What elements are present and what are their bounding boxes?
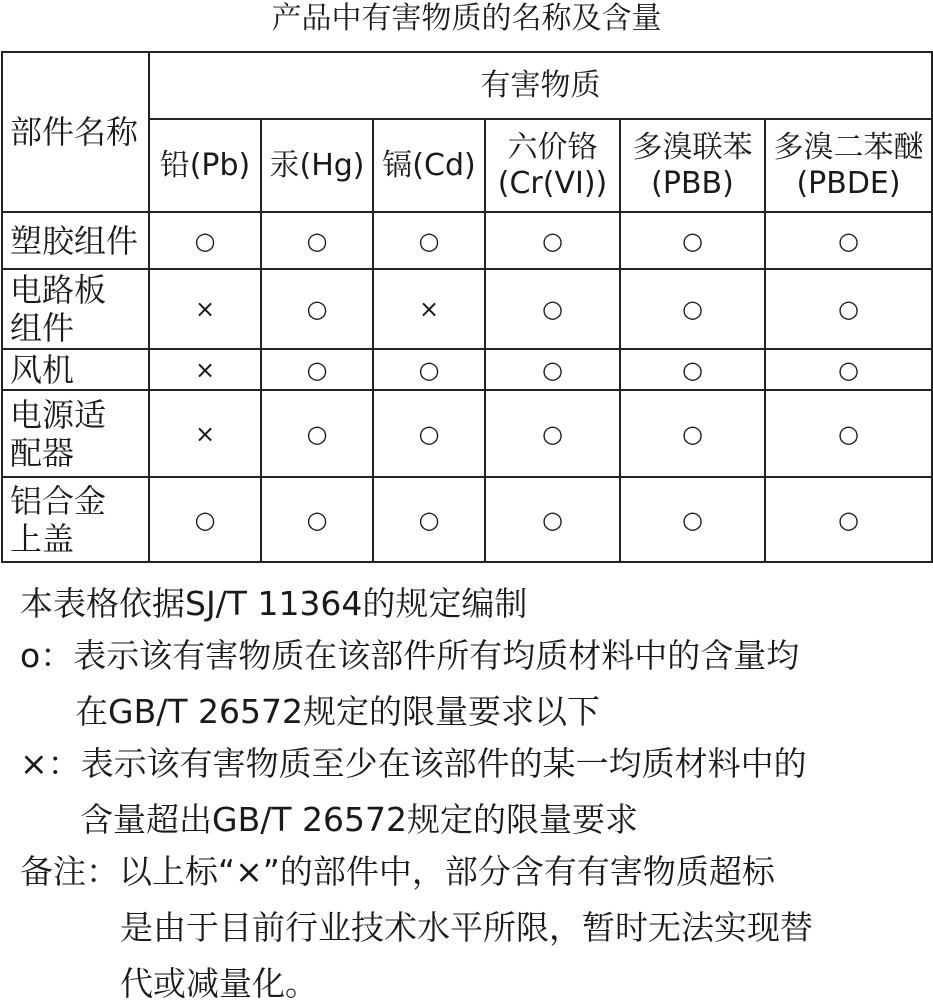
part-name-cell [2,477,149,562]
cross-legend-line-2: 含量超出GB/T 26572规定的限量要求 [80,800,638,839]
substance-formula: (PBDE) [796,165,901,201]
mark-cell: ○ [261,269,373,349]
mark-cell: ○ [620,477,765,562]
hazardous-substance-table [1,51,933,563]
substance-formula: (PBB) [651,165,734,201]
substance-name: 镉(Cd) [382,147,476,183]
mark-cell: ○ [620,349,765,390]
substance-header-cd [373,119,485,212]
mark-cell: ○ [620,390,765,477]
substance-formula: (Cr(VI)) [497,165,608,201]
substance-header-hg [261,119,373,212]
mark-cell: ○ [765,212,932,269]
part-name-text: 风机 [10,350,75,389]
part-name-header: 部件名称 [2,52,149,212]
part-name-text: 塑胶组件 [10,221,139,260]
mark-cell: × [149,269,261,349]
mark-cell: ○ [620,269,765,349]
hazardous-substance-header: 有害物质 [149,52,932,119]
substance-name: 汞(Hg) [269,147,365,183]
mark-cell: ○ [261,390,373,477]
part-name-cell [2,390,149,477]
mark-cell: ○ [485,390,620,477]
part-name-text: 电路板 [10,271,107,309]
mark-cell: ○ [261,212,373,269]
remark-line-3: 代或减量化。 [120,964,318,1003]
mark-cell: ○ [149,477,261,562]
part-name-text: 配器 [10,433,75,472]
substance-name: 铅(Pb) [159,147,251,183]
mark-cell: × [149,349,261,390]
mark-cell: × [373,269,485,349]
mark-cell: × [149,390,261,477]
remark-line-2: 是由于目前行业技术水平所限，暂时无法实现替 [120,908,813,947]
mark-cell: ○ [765,477,932,562]
substance-header-pbde [765,119,932,212]
part-name-cell [2,269,149,349]
substance-name: 多溴联苯 [632,129,753,165]
part-name-cell [2,349,149,390]
mark-cell: ○ [261,349,373,390]
substance-header-pbb [620,119,765,212]
part-name-cell [2,212,149,269]
mark-cell: ○ [485,212,620,269]
document-title: 产品中有害物质的名称及含量 [271,1,662,36]
mark-cell: ○ [765,269,932,349]
cross-legend-line-1: ×：表示该有害物质至少在该部件的某一均质材料中的 [20,744,807,783]
part-name-text: 上盖 [10,519,75,558]
table-row [2,349,932,390]
substance-name: 多溴二苯醚 [773,129,924,165]
remark-line-1: 备注：以上标“×”的部件中，部分含有有害物质超标 [20,852,775,891]
mark-cell: ○ [620,212,765,269]
mark-cell: ○ [149,212,261,269]
mark-cell: ○ [373,390,485,477]
table-row [2,390,932,477]
part-name-text: 铝合金 [10,481,107,520]
substance-header-pb [149,119,261,212]
mark-cell: ○ [765,349,932,390]
mark-cell: ○ [373,477,485,562]
standard-basis-note: 本表格依据SJ/T 11364的规定编制 [20,584,528,623]
substance-name: 六价铬 [507,129,598,165]
mark-cell: ○ [373,212,485,269]
circle-legend-line-1: o：表示该有害物质在该部件所有均质材料中的含量均 [20,636,800,675]
table-row [2,212,932,269]
circle-legend-line-2: 在GB/T 26572规定的限量要求以下 [75,692,600,731]
mark-cell: ○ [485,269,620,349]
mark-cell: ○ [485,477,620,562]
mark-cell: ○ [485,349,620,390]
table-row [2,477,932,562]
mark-cell: ○ [261,477,373,562]
part-name-text: 电源适 [10,395,107,434]
mark-cell: ○ [373,349,485,390]
mark-cell: ○ [765,390,932,477]
substance-header-cr6 [485,119,620,212]
part-name-text: 组件 [10,309,75,347]
table-row [2,269,932,349]
